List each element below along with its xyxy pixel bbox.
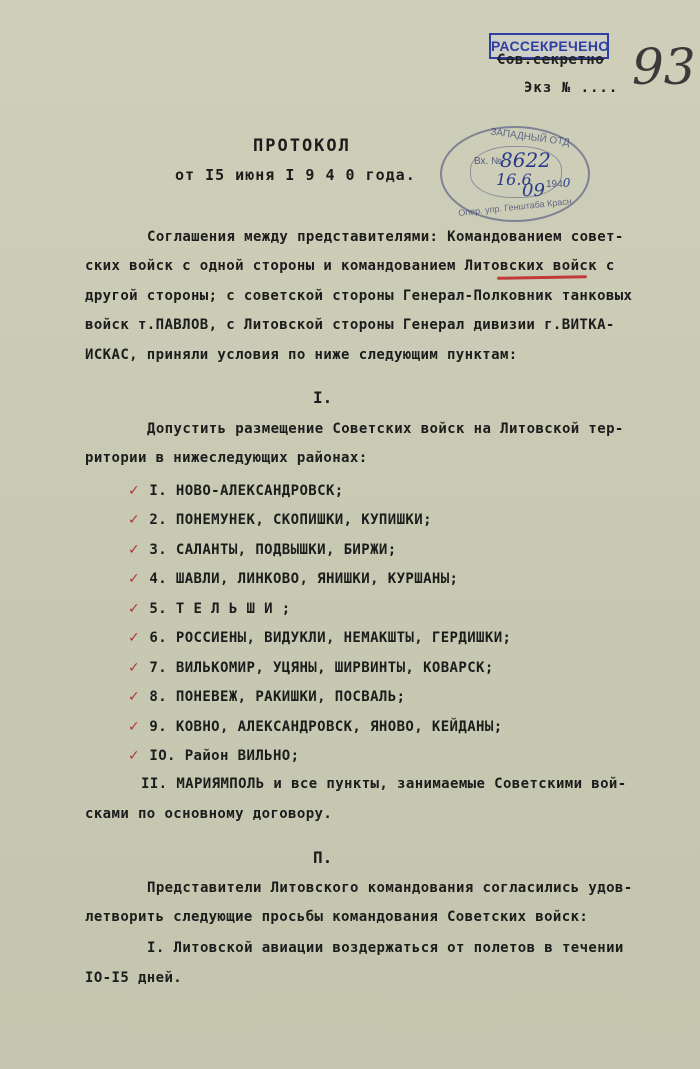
check-mark-icon: ✓ — [128, 483, 140, 499]
list-item: ✓ 2. ПОНЕМУНЕК, СКОПИШКИ, КУПИШКИ; — [128, 512, 432, 528]
intro-line: ИСКАС, приняли условия по ниже следующим пунктам: — [85, 347, 518, 363]
section-numeral: I. — [313, 388, 333, 407]
list-item: ✓ I. НОВО-АЛЕКСАНДРОВСК; — [128, 483, 344, 499]
stamp-in-number: 8622 — [500, 148, 551, 172]
check-mark-icon: ✓ — [128, 571, 140, 587]
check-mark-icon: ✓ — [128, 689, 140, 705]
list-item: ✓ 9. КОВНО, АЛЕКСАНДРОВСК, ЯНОВО, КЕЙДАНЫ; — [128, 719, 503, 735]
section-lead-line: ритории в нижеследующих районах: — [85, 450, 368, 466]
list-item: ✓ 8. ПОНЕВЕЖ, РАКИШКИ, ПОСВАЛЬ; — [128, 689, 406, 705]
stamp-office-name: ЗАПАДНЫЙ ОТД — [489, 126, 571, 149]
document-title: ПРОТОКОЛ — [253, 136, 351, 156]
document-date: от I5 июня I 9 4 0 года. — [175, 166, 416, 184]
red-underline — [497, 275, 587, 280]
intro-line: ских войск с одной стороны и командованием Литовских войск с — [85, 258, 615, 274]
stamp-year-handwritten: 0 — [562, 176, 571, 190]
check-mark-icon: ✓ — [128, 660, 140, 676]
registration-stamp — [440, 126, 590, 222]
list-item: ✓ IO. Район ВИЛЬНО; — [128, 748, 300, 764]
check-mark-icon: ✓ — [128, 630, 140, 646]
section-lead-line: Представители Литовского командования согласились удов- — [147, 880, 633, 896]
list-item-continuation: IO-I5 дней. — [85, 970, 183, 986]
list-item: ✓ 3. САЛАНТЫ, ПОДВЫШКИ, БИРЖИ; — [128, 542, 397, 558]
list-item: ✓ 6. РОССИЕНЫ, ВИДУКЛИ, НЕМАКШТЫ, ГЕРДИШКИ; — [128, 630, 512, 646]
list-item-continuation: сками по основному договору. — [85, 806, 333, 822]
stamp-department: Опер. упр. Генштаба Красн — [457, 196, 573, 218]
intro-line: другой стороны; с советской стороны Генерал-Полковник танковых — [85, 288, 633, 304]
stamp-in-label: Вх. № — [474, 156, 502, 167]
stamp-sheets: 09 — [522, 180, 545, 201]
check-mark-icon: ✓ — [128, 719, 140, 735]
intro-line: Соглашения между представителями: Командованием совет- — [147, 229, 624, 245]
secrecy-label: Сов.секретно — [497, 52, 605, 68]
check-mark-icon: ✓ — [128, 512, 140, 528]
list-item: II. МАРИЯМПОЛЬ и все пункты, занимаемые Советскими вой- — [141, 776, 627, 792]
list-item: ✓ 4. ШАВЛИ, ЛИНКОВО, ЯНИШКИ, КУРШАНЫ; — [128, 571, 459, 587]
folio-number: 93 — [632, 38, 696, 96]
list-item: ✓ 5. Т Е Л Ь Ш И ; — [128, 601, 291, 617]
intro-line: войск т.ПАВЛОВ, с Литовской стороны Генерал дивизии г.ВИТКА- — [85, 317, 615, 333]
copy-number: Экз № .... — [524, 80, 619, 96]
section-lead-line: летворить следующие просьбы командования Советских войск: — [85, 909, 589, 925]
list-item: I. Литовской авиации воздержаться от полетов в течении — [147, 940, 624, 956]
section-numeral: П. — [313, 848, 333, 867]
section-lead-line: Допустить размещение Советских войск на Литовской тер- — [147, 421, 624, 437]
check-mark-icon: ✓ — [128, 542, 140, 558]
stamp-year-printed: 194 — [546, 179, 563, 190]
list-item: ✓ 7. ВИЛЬКОМИР, УЦЯНЫ, ШИРВИНТЫ, КОВАРСК; — [128, 660, 494, 676]
stamp-year — [546, 176, 570, 190]
declassified-stamp: РАССЕКРЕЧЕНО — [489, 33, 609, 59]
check-mark-icon: ✓ — [128, 601, 140, 617]
check-mark-icon: ✓ — [128, 748, 140, 764]
stamp-date: 16.6 — [496, 170, 532, 189]
